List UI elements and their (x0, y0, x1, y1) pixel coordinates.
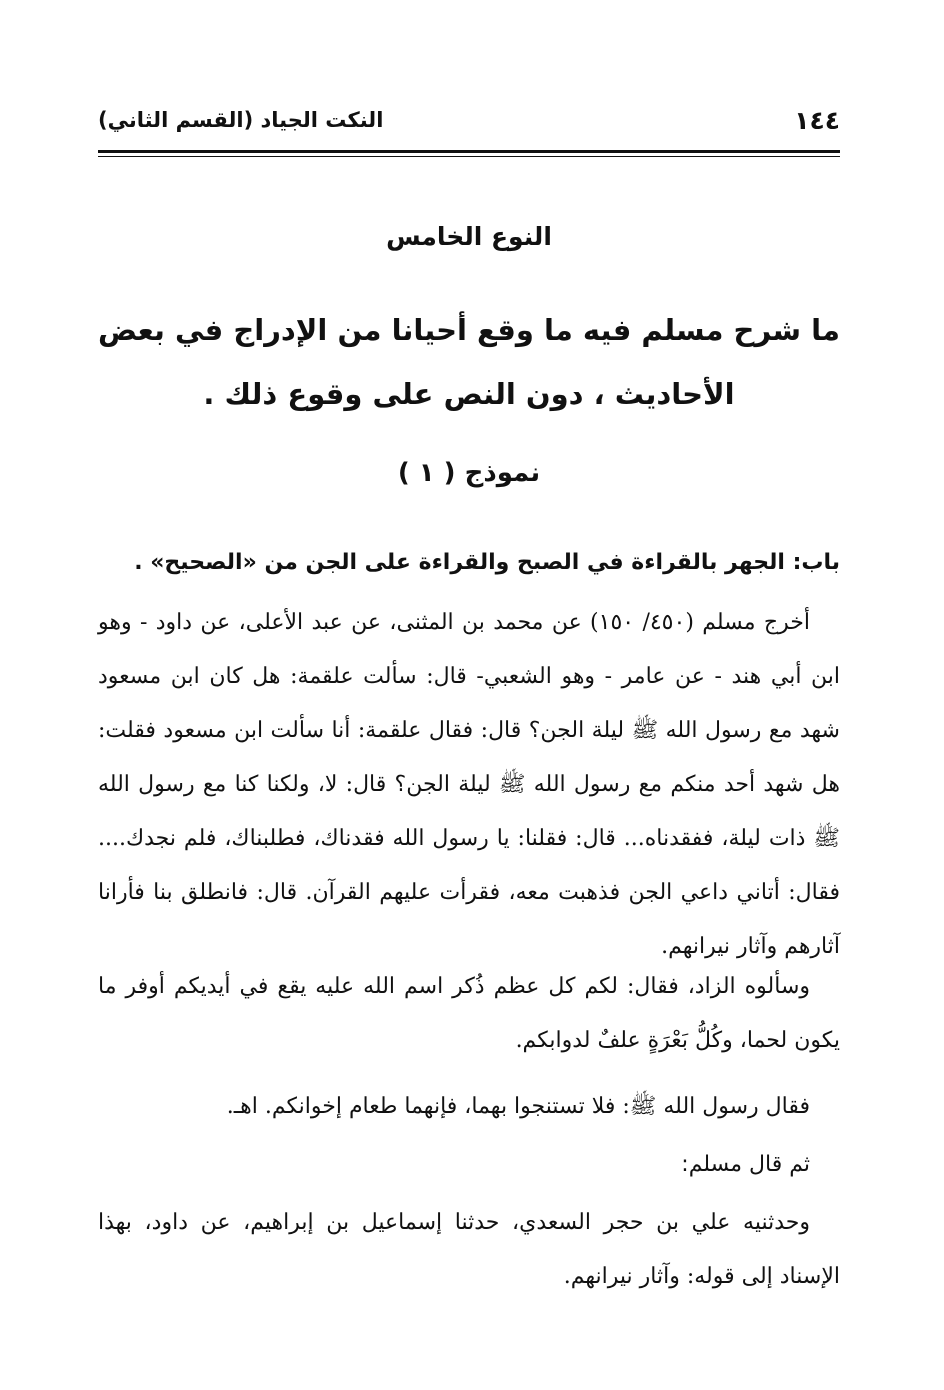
paragraph-prohibition (98, 1080, 840, 1134)
paragraph-text: فقال رسول الله ﷺ: فلا تستنجوا بهما، فإنهما طعام إخوانكم. اهـ. (226, 1094, 810, 1119)
page-number: ١٤٤ (794, 106, 840, 135)
paragraph-hadith (98, 596, 840, 974)
running-title: النكت الجياد (القسم الثاني) (98, 108, 384, 132)
bab-heading: باب: الجهر بالقراءة في الصبح والقراءة على الجن من «الصحيح» . (134, 550, 840, 575)
page-header (98, 106, 840, 146)
chapter-title: ما شرح مسلم فيه ما وقع أحيانا من الإدراج في بعض الأحاديث ، دون النص على وقوع ذلك . (98, 313, 840, 411)
paragraph-text: ثم قال مسلم: (681, 1152, 810, 1177)
header-rule-thick (98, 150, 840, 153)
paragraph-text: وسألوه الزاد، فقال: لكم كل عظم ذُكر اسم الله عليه يقع في أيديكم أوفر ما يكون لحما، وكُلُّ بَعْرَةٍ علفٌ لدوابكم. (98, 974, 840, 1053)
paragraph-isnad (98, 1196, 840, 1304)
model-title: نموذج ( ١ ) (397, 458, 541, 488)
section-title: النوع الخامس (386, 222, 552, 251)
paragraph-text: أخرج مسلم (٤٥٠/ ١٥٠) عن محمد بن المثنى، عن عبد الأعلى، عن داود - وهو ابن أبي هند - عن عامر - وهو الشعبي- قال: سألت علقمة: هل كان ابن مسعود شهد مع رسول الله ﷺ ليلة الجن؟ قال: فقال علقمة: أنا سألت ابن مسعود فقلت: هل شهد أحد منكم مع رسول الله ﷺ ليلة الجن؟ قال: لا، ولكنا كنا مع رسول الله ﷺ ذات ليلة، ففقدناه... قال: فقلنا: يا رسول الله فقدناك، فطلبناك، فلم نجدك.... فقال: أتاني داعي الجن فذهبت معه، فقرأت عليهم القرآن. قال: فانطلق بنا فأرانا آثارهم وآثار نيرانهم. (98, 610, 840, 959)
paragraph-muslim-said (98, 1138, 840, 1192)
paragraph-text: وحدثنيه علي بن حجر السعدي، حدثنا إسماعيل بن إبراهيم، عن داود، بهذا الإسناد إلى قوله: وآثار نيرانهم. (98, 1210, 840, 1289)
header-rule-thin (98, 156, 840, 157)
paragraph-zad (98, 960, 840, 1068)
